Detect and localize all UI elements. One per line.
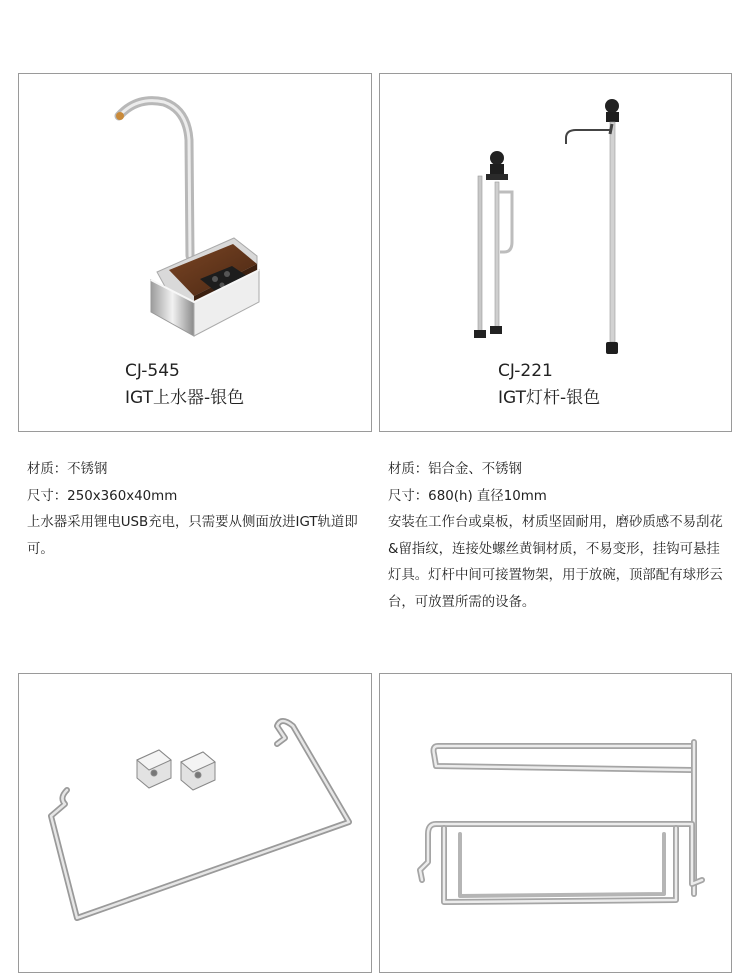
product-caption [125,358,244,412]
product-name: IGT灯杆-银色 [498,388,601,408]
description-text: 安装在工作台或桌板，材质坚固耐用，磨砂质感不易刮花&留指纹，连接处螺丝黄铜材质，不易变形，挂钩可悬挂灯具。灯杆中间可接置物架，用于放碗，顶部配有球形云台，可放置所需的设备。 [388,515,723,610]
wire-rack-icon [380,674,732,964]
product-description-cj545 [27,457,373,563]
material-text: 材质：铝合金、不锈钢 [388,462,522,477]
product-code: CJ-545 [125,361,180,381]
material-text: 材质：不锈钢 [27,462,108,477]
product-card-bracket [18,673,372,973]
product-card-cj545 [18,73,372,432]
description-text: 上水器采用锂电USB充电，只需要从侧面放进IGT轨道即可。 [27,515,358,557]
product-card-cj221 [379,73,732,432]
product-description-cj221 [388,457,728,616]
rail-bracket-icon [19,674,372,964]
product-caption [498,358,600,412]
product-code: CJ-221 [498,361,553,381]
size-text: 尺寸：250x360x40mm [27,488,178,504]
product-card-rack [379,673,732,973]
product-name: IGT上水器-银色 [125,388,245,408]
size-text: 尺寸：680(h) 直径10mm [388,488,547,504]
